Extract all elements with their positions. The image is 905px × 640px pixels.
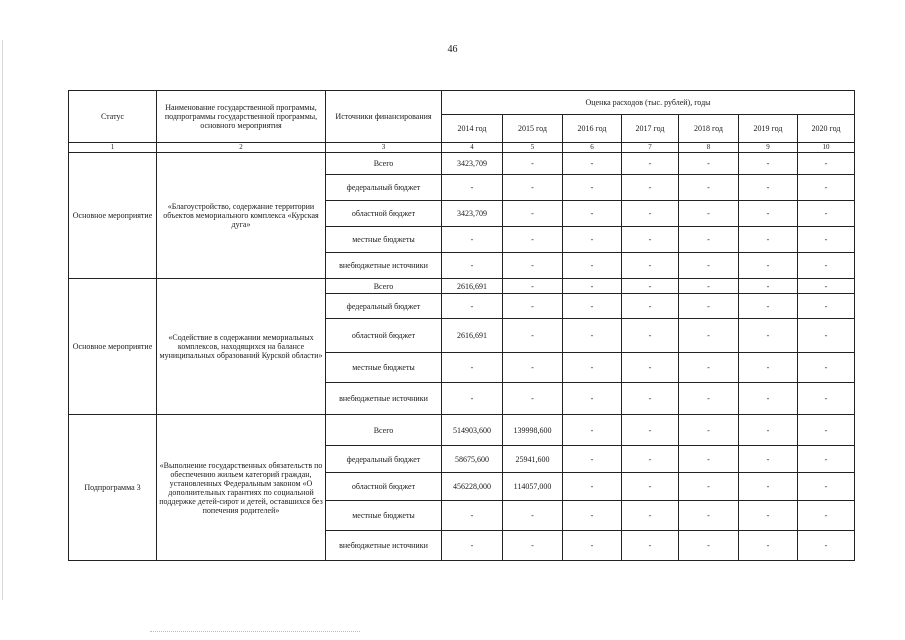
row-funding-source: внебюджетные источники — [326, 383, 442, 415]
row-amount: - — [679, 383, 739, 415]
row-amount: - — [739, 415, 798, 446]
row-amount: - — [622, 415, 679, 446]
row-amount: - — [563, 253, 622, 279]
row-funding-source: Всего — [326, 279, 442, 294]
row-program-name: «Содействие в содержании мемориальных комплексов, находящихся на балансе муниципальных образований Курской области» — [157, 279, 326, 415]
row-amount: - — [679, 319, 739, 353]
header-year: 2020 год — [798, 115, 855, 143]
row-amount: - — [798, 353, 855, 383]
row-amount: - — [739, 153, 798, 175]
row-funding-source: федеральный бюджет — [326, 294, 442, 319]
row-amount: - — [563, 415, 622, 446]
row-amount: - — [798, 446, 855, 473]
column-number: 10 — [798, 143, 855, 153]
row-amount: - — [739, 201, 798, 227]
row-amount: - — [503, 294, 563, 319]
row-amount: - — [739, 279, 798, 294]
column-number: 5 — [503, 143, 563, 153]
row-amount: - — [442, 531, 503, 561]
row-amount: - — [503, 319, 563, 353]
scan-edge-line — [2, 40, 3, 600]
row-funding-source: внебюджетные источники — [326, 531, 442, 561]
row-amount: - — [563, 531, 622, 561]
row-amount: - — [798, 253, 855, 279]
row-amount: - — [563, 294, 622, 319]
row-amount: - — [563, 353, 622, 383]
row-funding-source: внебюджетные источники — [326, 253, 442, 279]
row-funding-source: местные бюджеты — [326, 501, 442, 531]
row-amount: - — [679, 531, 739, 561]
header-name: Наименование государственной программы, подпрограммы государственной программы, основного мероприятия — [157, 91, 326, 143]
expenditure-table — [68, 90, 855, 561]
table-row — [69, 415, 855, 446]
row-amount: - — [442, 353, 503, 383]
row-amount: - — [739, 531, 798, 561]
row-amount: - — [503, 531, 563, 561]
row-amount: 2616,691 — [442, 279, 503, 294]
row-amount: - — [622, 153, 679, 175]
row-funding-source: Всего — [326, 153, 442, 175]
row-amount: - — [679, 279, 739, 294]
column-number: 1 — [69, 143, 157, 153]
row-amount: - — [798, 473, 855, 501]
row-amount: - — [739, 319, 798, 353]
row-amount: - — [622, 319, 679, 353]
column-number: 4 — [442, 143, 503, 153]
header-sources: Источники финансирования — [326, 91, 442, 143]
column-number: 8 — [679, 143, 739, 153]
row-amount: - — [622, 294, 679, 319]
column-number: 6 — [563, 143, 622, 153]
column-number: 2 — [157, 143, 326, 153]
row-status: Основное мероприятие — [69, 279, 157, 415]
row-amount: - — [563, 473, 622, 501]
row-amount: - — [679, 227, 739, 253]
row-amount: - — [563, 227, 622, 253]
row-amount: 3423,709 — [442, 201, 503, 227]
row-amount: - — [679, 353, 739, 383]
row-amount: - — [503, 175, 563, 201]
row-amount: - — [622, 227, 679, 253]
header-year: 2015 год — [503, 115, 563, 143]
row-amount: 114057,000 — [503, 473, 563, 501]
row-amount: 58675,600 — [442, 446, 503, 473]
row-amount: - — [622, 446, 679, 473]
table-row — [69, 279, 855, 294]
row-amount: - — [798, 279, 855, 294]
row-amount: - — [442, 175, 503, 201]
page-number: 46 — [447, 44, 458, 55]
row-amount: - — [739, 501, 798, 531]
row-amount: - — [563, 501, 622, 531]
row-amount: - — [679, 153, 739, 175]
row-amount: - — [679, 415, 739, 446]
row-amount: - — [563, 175, 622, 201]
row-funding-source: местные бюджеты — [326, 227, 442, 253]
row-amount: - — [798, 175, 855, 201]
row-amount: - — [563, 201, 622, 227]
row-amount: - — [798, 415, 855, 446]
scan-bottom-artifact — [150, 631, 360, 633]
row-amount: - — [679, 294, 739, 319]
row-amount: - — [679, 501, 739, 531]
row-amount: - — [739, 294, 798, 319]
row-amount: - — [442, 253, 503, 279]
header-year: 2016 год — [563, 115, 622, 143]
row-amount: - — [798, 201, 855, 227]
row-amount: - — [563, 279, 622, 294]
row-program-name: «Благоустройство, содержание территории объектов мемориального комплекса «Курская дуга» — [157, 153, 326, 279]
row-amount: - — [622, 531, 679, 561]
row-amount: - — [679, 253, 739, 279]
row-amount: - — [563, 383, 622, 415]
row-amount: - — [563, 446, 622, 473]
row-amount: 456228,000 — [442, 473, 503, 501]
row-status: Подпрограмма 3 — [69, 415, 157, 561]
row-amount: - — [503, 353, 563, 383]
header-year: 2018 год — [679, 115, 739, 143]
row-amount: - — [798, 227, 855, 253]
row-status: Основное мероприятие — [69, 153, 157, 279]
row-amount: - — [622, 501, 679, 531]
row-amount: - — [739, 353, 798, 383]
row-amount: - — [798, 294, 855, 319]
row-amount: - — [739, 253, 798, 279]
row-amount: - — [622, 353, 679, 383]
row-amount: - — [442, 383, 503, 415]
row-amount: 25941,600 — [503, 446, 563, 473]
row-amount: - — [503, 153, 563, 175]
row-amount: - — [739, 175, 798, 201]
header-year: 2017 год — [622, 115, 679, 143]
row-amount: - — [798, 531, 855, 561]
row-amount: - — [739, 473, 798, 501]
row-amount: - — [622, 383, 679, 415]
row-amount: 514903,600 — [442, 415, 503, 446]
row-amount: - — [503, 383, 563, 415]
row-amount: - — [679, 201, 739, 227]
header-status: Статус — [69, 91, 157, 143]
header-year: 2014 год — [442, 115, 503, 143]
row-amount: - — [798, 153, 855, 175]
row-amount: - — [798, 383, 855, 415]
row-amount: - — [622, 201, 679, 227]
row-amount: - — [622, 473, 679, 501]
row-amount: - — [503, 253, 563, 279]
row-amount: - — [442, 501, 503, 531]
header-year: 2019 год — [739, 115, 798, 143]
table-row — [69, 153, 855, 175]
row-amount: - — [739, 227, 798, 253]
row-amount: - — [798, 501, 855, 531]
row-funding-source: областной бюджет — [326, 319, 442, 353]
row-amount: - — [622, 279, 679, 294]
column-number: 9 — [739, 143, 798, 153]
row-amount: - — [739, 446, 798, 473]
row-amount: - — [442, 227, 503, 253]
row-amount: - — [798, 319, 855, 353]
row-amount: - — [503, 501, 563, 531]
row-amount: - — [442, 294, 503, 319]
row-amount: - — [679, 473, 739, 501]
row-amount: - — [622, 175, 679, 201]
row-amount: 3423,709 — [442, 153, 503, 175]
row-amount: - — [563, 153, 622, 175]
row-amount: - — [679, 446, 739, 473]
column-number: 3 — [326, 143, 442, 153]
row-amount: - — [503, 279, 563, 294]
header-estimate: Оценка расходов (тыс. рублей), годы — [442, 91, 855, 115]
row-funding-source: Всего — [326, 415, 442, 446]
row-funding-source: федеральный бюджет — [326, 175, 442, 201]
row-funding-source: местные бюджеты — [326, 353, 442, 383]
row-funding-source: федеральный бюджет — [326, 446, 442, 473]
row-amount: - — [563, 319, 622, 353]
column-number: 7 — [622, 143, 679, 153]
row-amount: - — [739, 383, 798, 415]
row-funding-source: областной бюджет — [326, 201, 442, 227]
row-program-name: «Выполнение государственных обязательств по обеспечению жильем категорий граждан, установленных Федеральным законом «О дополнительных гарантиях по социальной поддержке детей-сирот и детей, оставшихся без попечения родителей» — [157, 415, 326, 561]
row-funding-source: областной бюджет — [326, 473, 442, 501]
row-amount: 2616,691 — [442, 319, 503, 353]
row-amount: - — [622, 253, 679, 279]
row-amount: - — [679, 175, 739, 201]
row-amount: 139998,600 — [503, 415, 563, 446]
row-amount: - — [503, 201, 563, 227]
row-amount: - — [503, 227, 563, 253]
